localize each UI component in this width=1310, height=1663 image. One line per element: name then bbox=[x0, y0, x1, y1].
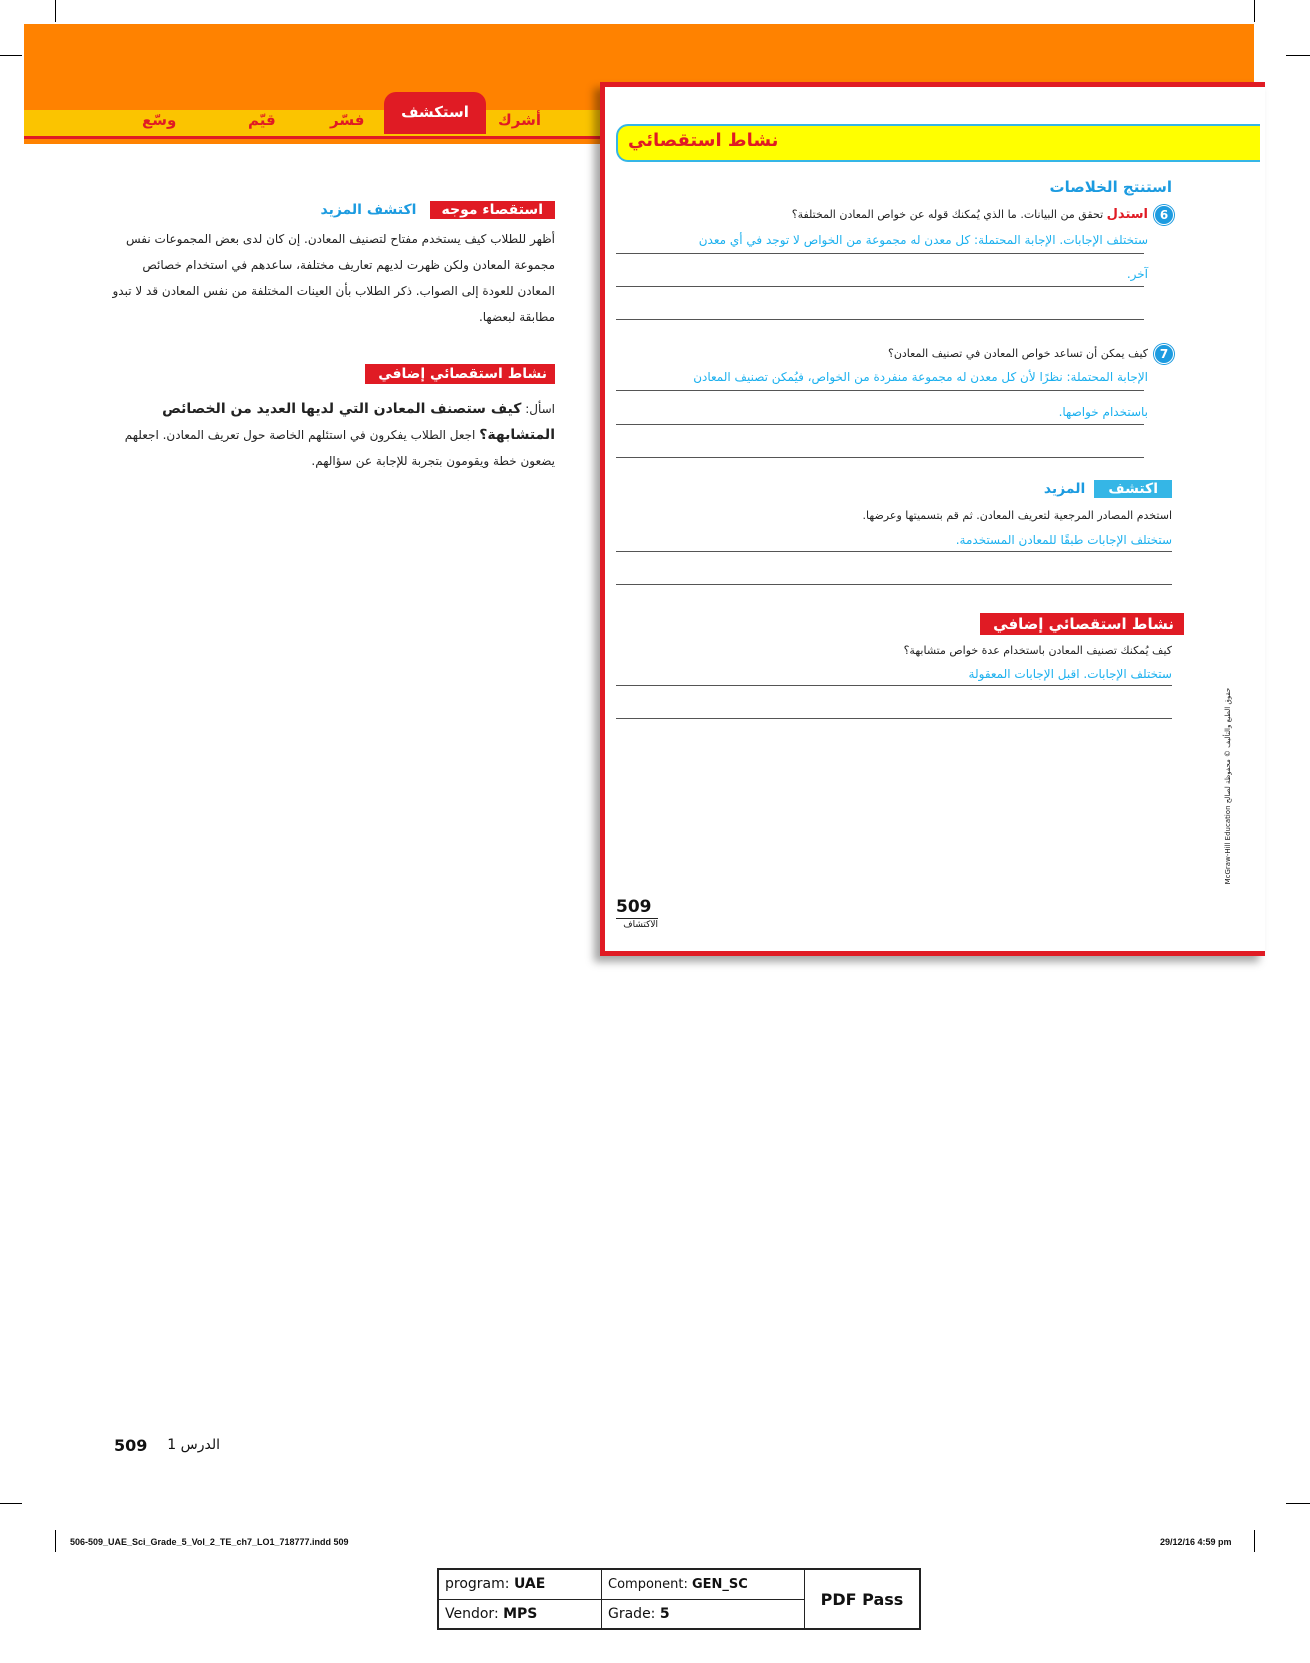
section-heading: استنتج الخلاصات bbox=[1049, 178, 1172, 196]
explore-tag: اكتشف bbox=[1094, 480, 1172, 498]
crop-mark bbox=[1286, 55, 1310, 56]
q6-answer-line-2: آخر. bbox=[1126, 267, 1148, 281]
vendor-cell: Vendor: MPS bbox=[438, 1599, 602, 1629]
q6-text: تحقق من البيانات. ما الذي يُمكنك قوله عن خواص المعادن المختلفة؟ bbox=[791, 208, 1104, 221]
q7-answer-line-1: الإجابة المحتملة: نظرًا لأن كل معدن له مجموعة منفردة من الخواص، فيُمكن تصنيف المعادن bbox=[693, 370, 1148, 384]
crop-mark bbox=[55, 0, 56, 22]
extra-activity-text: كيف يُمكنك تصنيف المعادن باستخدام عدة خواص متشابهة؟ bbox=[903, 644, 1172, 657]
explore-more-header bbox=[980, 478, 1172, 500]
question-6 bbox=[620, 207, 1148, 222]
question-7: كيف يمكن أن تساعد خواص المعادن في تصنيف المعادن؟ bbox=[887, 347, 1148, 360]
tab-explain[interactable]: فسّر bbox=[330, 111, 365, 129]
teacher-paragraph-2 bbox=[110, 396, 555, 474]
copyright-notice: McGraw-Hill Education حقوق الطبع والتأليف © محفوظة لصالح bbox=[1224, 687, 1232, 885]
ask-prefix: اسأل: bbox=[525, 402, 555, 416]
ask-rest: اجعل الطلاب يفكرون في استئلهم الخاصة حول تعريف المعادن. اجعلهم يضعون خطة ويقومون بتجربة للإجابة عن سؤالهم. bbox=[124, 428, 555, 468]
program-cell: program: UAE bbox=[438, 1569, 602, 1599]
question-6-badge: 6 bbox=[1154, 205, 1174, 225]
tab-evaluate[interactable]: قيّم bbox=[248, 111, 276, 129]
answer-line bbox=[616, 286, 1144, 287]
extra-inquiry-tag-wrap bbox=[365, 364, 555, 388]
q6-answer-line-1: ستختلف الإجابات. الإجابة المحتملة: كل معدن له مجموعة من الخواص لا توجد في أي معدن bbox=[698, 233, 1148, 247]
grade-cell: Grade: 5 bbox=[602, 1599, 805, 1629]
answer-line bbox=[616, 718, 1172, 719]
teacher-paragraph-1: أظهر للطلاب كيف يستخدم مفتاح لتصنيف المعادن. إن كان لدى بعض المجموعات نفس مجموعة المعادن ولكن ظهرت لديهم تعاريف مختلفة، ساعدهم في استخدام خصائص المعادن للعودة إلى الصواب. ذكر الطلاب بأن العينات المختلفة من نفس المعادن قد لا تبدو مطابقة لبعضها. bbox=[112, 232, 555, 324]
crop-mark bbox=[1286, 1503, 1310, 1504]
page-title-bar bbox=[616, 124, 1260, 162]
explore-text: استخدم المصادر المرجعية لتعريف المعادن. ثم قم بتسميتها وعرضها. bbox=[862, 509, 1172, 522]
q6-label: استدل bbox=[1106, 207, 1148, 222]
page-number-rule bbox=[616, 918, 658, 919]
student-page-label: الاكتشاف bbox=[623, 920, 658, 930]
guided-inquiry-header bbox=[110, 199, 555, 221]
tab-extend[interactable]: وسّع bbox=[142, 111, 177, 129]
lesson-label: الدرس 1 bbox=[167, 1437, 220, 1453]
crop-mark bbox=[1254, 1530, 1255, 1552]
answer-line bbox=[616, 551, 1172, 552]
answer-line bbox=[616, 390, 1144, 391]
slug-file: 506-509_UAE_Sci_Grade_5_Vol_2_TE_ch7_LO1_718777.indd 509 bbox=[70, 1537, 349, 1547]
answer-line bbox=[616, 319, 1144, 320]
answer-line bbox=[616, 424, 1144, 425]
guided-inquiry-tag: استقصاء موجه bbox=[430, 201, 555, 219]
crop-mark bbox=[1254, 0, 1255, 22]
extra-activity-answer: ستختلف الإجابات. اقبل الإجابات المعقولة bbox=[968, 667, 1172, 681]
student-page-number: 509 bbox=[616, 897, 652, 917]
explore-more-heading: اكتشف المزيد bbox=[320, 202, 417, 218]
answer-line bbox=[616, 584, 1172, 585]
page-title: نشاط استقصائي bbox=[628, 130, 779, 151]
teacher-page-number: 509 bbox=[114, 1436, 148, 1455]
q7-answer-line-2: باستخدام خواصها. bbox=[1058, 405, 1148, 419]
explore-more-label: المزيد bbox=[1043, 481, 1086, 497]
crop-mark bbox=[0, 55, 22, 56]
answer-line bbox=[616, 685, 1172, 686]
extra-inquiry-tag: نشاط استقصائي إضافي bbox=[365, 364, 555, 384]
slug-info-table bbox=[437, 1568, 921, 1630]
component-cell: Component: GEN_SC bbox=[602, 1569, 805, 1599]
pdf-pass-cell: PDF Pass bbox=[805, 1569, 921, 1629]
crop-mark bbox=[0, 1503, 22, 1504]
question-7-badge: 7 bbox=[1154, 344, 1174, 364]
ask-question: كيف ستصنف المعادن التي لديها العديد من الخصائص المتشابهة؟ bbox=[162, 401, 555, 443]
slug-date: 29/12/16 4:59 pm bbox=[1160, 1537, 1232, 1547]
answer-line bbox=[616, 253, 1144, 254]
tab-explore-active[interactable]: استكشف bbox=[384, 92, 486, 134]
tab-engage[interactable]: أشرك bbox=[498, 111, 541, 129]
answer-line bbox=[616, 457, 1144, 458]
crop-mark bbox=[55, 1530, 56, 1552]
extra-activity-tag: نشاط استقصائي إضافي bbox=[980, 613, 1184, 635]
explore-answer: ستختلف الإجابات طبقًا للمعادن المستخدمة. bbox=[955, 533, 1172, 547]
extra-activity-header bbox=[980, 613, 1184, 637]
